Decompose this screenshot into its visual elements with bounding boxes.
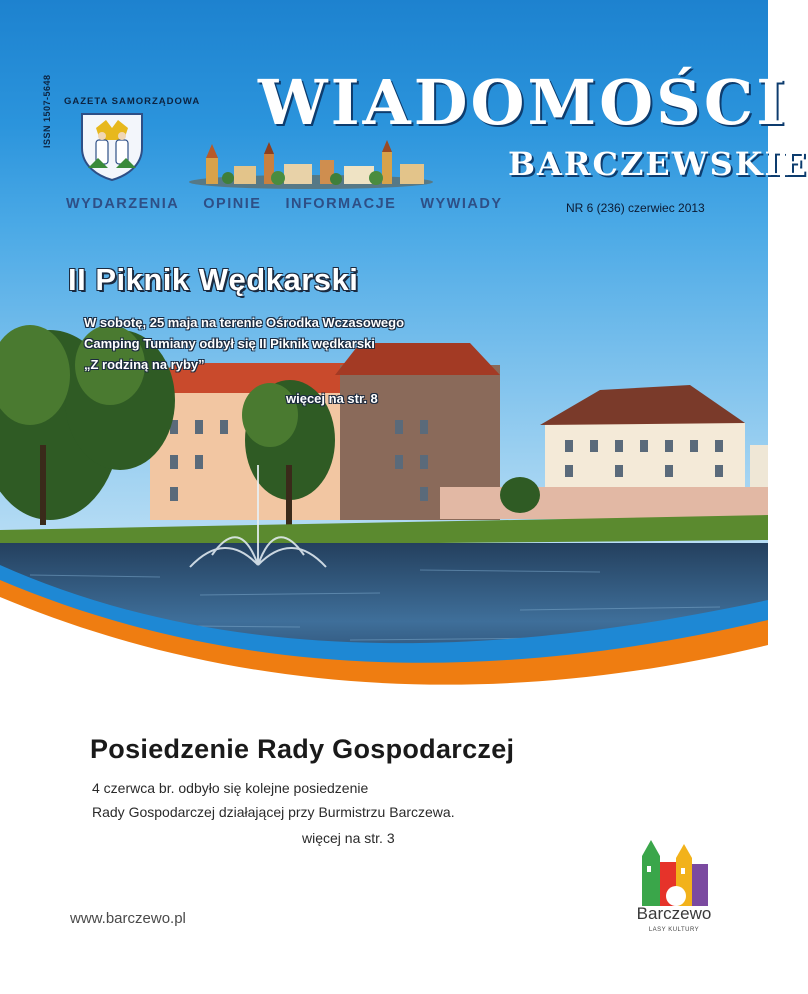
logo-name: Barczewo: [636, 904, 712, 923]
second-headline: Posiedzenie Rady Gospodarczej: [90, 734, 515, 764]
nav-item-opinie[interactable]: OPINIE: [203, 196, 262, 212]
nav-item-informacje[interactable]: INFORMACJE: [285, 196, 397, 212]
body-line: Rady Gospodarczej działającej przy Burmistrzu Barczewa.: [92, 804, 455, 820]
body-line: 4 czerwca br. odbyło się kolejne posiedzenie: [92, 780, 369, 796]
logo-tagline: LASY KULTURY: [648, 927, 700, 933]
second-more-link[interactable]: więcej na str. 3: [302, 830, 395, 846]
cover-headline: II Piknik Wędkarski: [68, 262, 359, 297]
section-nav: [66, 196, 503, 212]
cover-more-link[interactable]: więcej na str. 8: [286, 391, 378, 406]
issn-label: ISSN 1507-5648: [42, 74, 52, 148]
coat-of-arms-icon: [78, 110, 146, 182]
masthead-kicker: GAZETA SAMORZĄDOWA: [64, 96, 201, 107]
masthead-subtitle: BARCZEWSKIE: [508, 145, 808, 183]
barczewo-logo-icon: [638, 834, 712, 908]
nav-item-wywiady[interactable]: WYWIADY: [420, 196, 503, 212]
website-link[interactable]: www.barczewo.pl: [70, 910, 186, 927]
nav-item-wydarzenia[interactable]: WYDARZENIA: [66, 196, 180, 212]
second-body: [92, 776, 455, 824]
cover-lead: [84, 312, 404, 375]
masthead: [0, 0, 808, 225]
masthead-title: WIADOMOŚCI: [258, 66, 789, 139]
town-skyline-illustration: [186, 138, 436, 190]
lead-line: W sobotę, 25 maja na terenie Ośrodka Wczasowego: [84, 315, 405, 330]
lead-line: Camping Tumiany odbył się II Piknik wędkarski: [84, 336, 375, 351]
issue-number: NR 6 (236) czerwiec 2013: [566, 201, 705, 215]
lead-line: „Z rodziną na ryby”: [84, 357, 205, 372]
